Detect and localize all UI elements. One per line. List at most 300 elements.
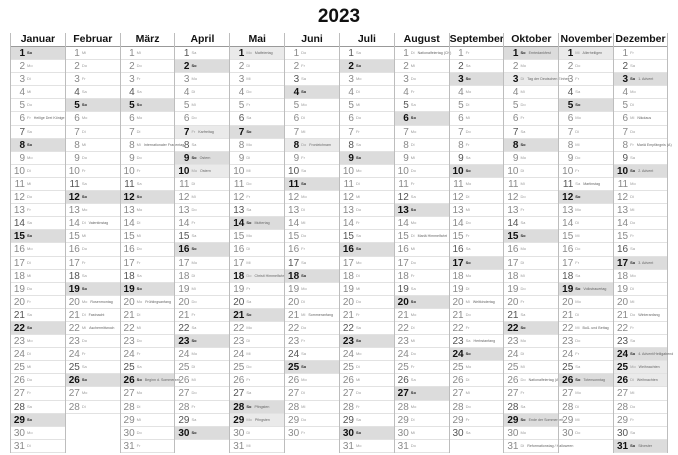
weekday-label: So (520, 141, 526, 147)
month-column (449, 33, 504, 453)
weekday-label: So (81, 377, 87, 383)
month-header: März (121, 33, 175, 47)
weekday-label: Di (27, 76, 31, 82)
weekday-label: Di (410, 50, 415, 55)
weekday-label: Di (81, 311, 86, 317)
holiday-note: Tag der Deutschen Einheit (527, 77, 570, 82)
day-cell (559, 243, 613, 256)
weekday-label: Do (465, 128, 471, 134)
day-cell (230, 47, 284, 60)
weekday-label: Mo (301, 285, 307, 291)
day-number: 27 (616, 388, 629, 400)
day-cell (66, 73, 120, 86)
day-number: 22 (123, 322, 135, 334)
weekday-label: Do (27, 377, 33, 383)
day-cell (340, 296, 394, 309)
weekday-label: Mo (136, 298, 143, 304)
day-number: 3 (458, 74, 464, 86)
day-number: 20 (562, 296, 574, 308)
day-cell (66, 178, 120, 191)
weekday-label: Fr (136, 76, 141, 82)
day-number: 12 (342, 192, 354, 204)
day-number: 2 (567, 61, 574, 73)
weekday-label: Do (410, 442, 416, 448)
holiday-note: Volkstrauertag (583, 286, 607, 291)
weekday-label: Fr (81, 76, 86, 82)
day-cell (395, 243, 449, 256)
weekday-label: Mi (410, 338, 416, 344)
day-number: 4 (238, 87, 245, 99)
holiday-note: Christi Himmelfahrt (254, 273, 285, 278)
day-number: 15 (562, 231, 574, 243)
weekday-label: So (575, 194, 581, 200)
empty-day-cell (559, 440, 613, 453)
weekday-label: Mo (355, 351, 362, 357)
day-number: 15 (616, 231, 629, 243)
day-number: 6 (129, 113, 135, 125)
day-cell (559, 361, 613, 374)
day-number: 10 (342, 165, 354, 177)
day-cell (340, 191, 394, 204)
day-cell (285, 257, 339, 270)
day-cell (230, 60, 284, 73)
day-cell (559, 230, 613, 243)
weekday-label: Do (465, 220, 471, 226)
day-number: 4 (183, 87, 190, 99)
weekday-label: Fr (246, 102, 251, 108)
day-cell (66, 47, 120, 60)
day-number: 17 (507, 257, 519, 269)
weekday-label: Mi (27, 89, 32, 95)
day-number: 9 (183, 152, 190, 164)
day-cell (559, 86, 613, 99)
day-number: 5 (293, 100, 300, 112)
day-number: 20 (288, 296, 300, 308)
day-cell (230, 374, 284, 387)
day-cell (11, 165, 65, 178)
weekday-label: So (575, 102, 581, 108)
holiday-note: 1. Advent (638, 77, 654, 82)
day-number: 10 (288, 165, 300, 177)
day-number: 8 (567, 139, 574, 151)
day-number: 25 (178, 362, 190, 374)
day-cell (504, 440, 574, 453)
day-number: 17 (233, 257, 245, 269)
holiday-note: Weihnachten (636, 378, 658, 383)
day-cell (559, 191, 613, 204)
weekday-label: Do (81, 63, 87, 69)
weekday-label: Di (246, 338, 251, 344)
weekday-label: Mo (575, 207, 581, 213)
day-cell (614, 257, 667, 270)
day-cell (285, 60, 339, 73)
day-cell (559, 178, 613, 191)
day-number: 30 (123, 427, 135, 439)
day-number: 20 (13, 296, 25, 308)
weekday-label: Mi (520, 364, 525, 370)
weekday-label: Mi (355, 377, 361, 383)
day-number: 31 (123, 440, 135, 452)
day-cell (66, 152, 120, 165)
weekday-label: Sa (301, 259, 307, 265)
day-number: 26 (233, 375, 245, 387)
weekday-label: Do (27, 102, 33, 108)
day-number: 13 (452, 205, 464, 217)
holiday-note: Ostern (200, 168, 211, 173)
day-number: 11 (233, 178, 245, 190)
weekday-label: Di (355, 89, 360, 95)
month-header: August (395, 33, 449, 47)
weekday-label: So (575, 377, 581, 383)
day-cell (285, 296, 339, 309)
day-cell (450, 73, 504, 86)
day-number: 5 (19, 100, 25, 112)
day-number: 12 (397, 192, 409, 204)
holiday-note: Pfingsten (254, 404, 270, 409)
day-cell (614, 374, 667, 387)
day-number: 9 (567, 152, 574, 164)
weekday-label: Sa (136, 364, 142, 370)
day-cell (340, 230, 394, 243)
day-number: 11 (288, 178, 300, 190)
day-cell (340, 112, 394, 125)
day-cell (121, 165, 175, 178)
month-column (284, 33, 339, 453)
day-number: 12 (233, 192, 245, 204)
weekday-label: So (465, 351, 471, 357)
day-number: 2 (293, 61, 300, 73)
weekday-label: So (191, 246, 197, 252)
day-cell (395, 204, 449, 217)
weekday-label: Mo (575, 298, 581, 304)
day-cell (11, 427, 65, 440)
day-number: 8 (512, 139, 519, 151)
weekday-label: Mi (575, 141, 580, 147)
day-cell (395, 178, 449, 191)
month-column (174, 33, 229, 453)
day-cell (11, 414, 65, 427)
day-cell (175, 217, 229, 230)
empty-day-cell (285, 440, 339, 453)
weekday-label: Di (191, 272, 196, 278)
day-cell (340, 73, 394, 86)
weekday-label: Di (410, 141, 415, 147)
day-number: 22 (616, 322, 629, 334)
day-cell (395, 73, 449, 86)
day-cell (66, 322, 120, 335)
weekday-label: Mi (81, 324, 87, 330)
weekday-label: Di (136, 128, 141, 134)
day-number: 29 (562, 414, 574, 426)
day-number: 31 (233, 440, 245, 452)
day-cell (230, 361, 284, 374)
day-number: 2 (512, 61, 519, 73)
weekday-label: Mi (27, 272, 32, 278)
day-cell (450, 257, 504, 270)
day-number: 5 (458, 100, 464, 112)
day-number: 22 (68, 322, 80, 334)
day-cell (504, 152, 558, 165)
day-cell (395, 191, 449, 204)
month-header: Juni (285, 33, 339, 47)
day-cell (504, 387, 558, 400)
day-number: 7 (567, 126, 574, 138)
day-cell (11, 86, 65, 99)
day-cell (11, 335, 65, 348)
weekday-label: Do (410, 167, 416, 173)
weekday-label: Do (301, 324, 307, 330)
weekday-label: Fr (191, 220, 196, 226)
day-number: 10 (616, 165, 629, 177)
weekday-label: Di (246, 63, 251, 69)
day-number: 27 (452, 388, 464, 400)
weekday-label: Sa (520, 128, 526, 134)
day-number: 29 (178, 414, 190, 426)
weekday-label: Fr (630, 141, 634, 147)
day-number: 26 (13, 375, 25, 387)
day-cell (450, 348, 504, 361)
day-number: 28 (233, 401, 245, 413)
weekday-label: Mi (246, 259, 251, 265)
day-number: 16 (178, 244, 190, 256)
day-number: 12 (562, 192, 574, 204)
day-number: 8 (293, 139, 300, 151)
day-cell (230, 165, 284, 178)
day-cell (121, 139, 185, 152)
weekday-label: Sa (27, 220, 32, 226)
day-cell (11, 60, 65, 73)
weekday-label: Mi (520, 180, 525, 186)
weekday-label: So (246, 403, 252, 409)
holiday-note: Silvester (638, 443, 653, 448)
day-cell (504, 361, 558, 374)
empty-day-cell (66, 427, 120, 440)
day-number: 25 (452, 362, 464, 374)
day-cell (504, 217, 558, 230)
holiday-note: Nationalfeiertag (CH) (417, 51, 452, 55)
day-cell (504, 191, 558, 204)
day-number: 24 (397, 349, 409, 361)
day-cell (285, 204, 339, 217)
weekday-label: Sa (191, 141, 197, 147)
day-cell (121, 99, 175, 112)
weekday-label: Di (301, 207, 305, 213)
day-cell (285, 217, 339, 230)
day-number: 19 (397, 283, 409, 295)
day-number: 31 (13, 440, 25, 452)
day-cell (504, 204, 558, 217)
day-number: 23 (68, 336, 80, 348)
day-number: 27 (233, 388, 245, 400)
weekday-label: Di (630, 285, 634, 291)
holiday-note: Maifeiertag (254, 51, 273, 55)
weekday-label: Fr (27, 390, 31, 396)
day-cell (504, 126, 558, 139)
day-cell (395, 126, 449, 139)
weekday-label: Fr (630, 50, 634, 55)
day-cell (340, 322, 394, 335)
day-number: 1 (19, 48, 25, 59)
weekday-label: Mi (410, 246, 416, 252)
day-number: 15 (342, 231, 354, 243)
day-cell (450, 191, 504, 204)
weekday-label: Mo (27, 429, 33, 435)
day-number: 14 (507, 218, 519, 230)
weekday-label: So (246, 128, 252, 134)
day-number: 20 (616, 296, 629, 308)
day-number: 10 (397, 165, 409, 177)
weekday-label: Do (191, 298, 197, 304)
day-cell (559, 217, 613, 230)
weekday-label: Sa (355, 416, 361, 422)
weekday-label: Do (246, 180, 252, 186)
day-number: 24 (507, 349, 519, 361)
day-cell (559, 335, 613, 348)
day-cell (395, 139, 449, 152)
day-number: 30 (288, 427, 300, 439)
weekday-label: Mo (81, 390, 88, 396)
day-cell (559, 152, 613, 165)
calendar-grid (10, 33, 674, 453)
weekday-label: Di (355, 364, 360, 370)
weekday-label: Sa (355, 324, 361, 330)
holiday-note: Winteranfang (638, 312, 660, 317)
day-number: 12 (452, 192, 464, 204)
weekday-label: Mi (246, 76, 251, 82)
day-number: 15 (397, 231, 409, 243)
day-cell (285, 335, 339, 348)
weekday-label: Mo (246, 141, 252, 147)
weekday-label: Do (301, 233, 307, 239)
day-cell (395, 296, 449, 309)
day-cell (395, 414, 449, 427)
weekday-label: Di (355, 180, 360, 186)
day-number: 2 (403, 61, 409, 73)
weekday-label: Do (191, 390, 197, 396)
day-cell (230, 243, 284, 256)
day-number: 30 (397, 427, 409, 439)
day-cell (175, 99, 229, 112)
month-header: Oktober (504, 33, 558, 47)
day-number: 26 (288, 375, 300, 387)
weekday-label: Mi (81, 141, 87, 147)
month-column (394, 33, 452, 453)
day-cell (11, 191, 65, 204)
day-cell (614, 99, 667, 112)
weekday-label: Fr (520, 298, 525, 304)
day-cell (504, 401, 558, 414)
day-number: 26 (68, 375, 80, 387)
day-cell (504, 414, 564, 427)
day-cell (11, 126, 65, 139)
day-cell (340, 401, 394, 414)
day-cell (285, 99, 339, 112)
day-cell (121, 60, 175, 73)
day-number: 2 (622, 61, 629, 73)
day-cell (559, 99, 613, 112)
weekday-label: Mo (355, 442, 362, 448)
weekday-label: Mi (301, 220, 306, 226)
day-number: 11 (508, 178, 519, 190)
day-number: 15 (288, 231, 300, 243)
weekday-label: Mo (520, 63, 527, 69)
day-number: 7 (19, 126, 25, 138)
day-number: 8 (129, 139, 135, 151)
day-number: 16 (342, 244, 354, 256)
day-cell (66, 86, 120, 99)
weekday-label: Do (246, 89, 252, 95)
day-number: 5 (238, 100, 245, 112)
day-cell (614, 47, 667, 60)
day-number: 1 (458, 48, 464, 59)
day-cell (285, 387, 339, 400)
day-cell (230, 230, 284, 243)
day-cell (340, 99, 394, 112)
day-cell (11, 139, 65, 152)
weekday-label: Sa (27, 128, 32, 134)
day-number: 11 (14, 178, 25, 190)
weekday-label: Fr (136, 167, 141, 173)
day-cell (175, 139, 229, 152)
day-cell (230, 126, 284, 139)
day-number: 20 (342, 296, 354, 308)
day-cell (11, 204, 65, 217)
weekday-label: Do (520, 285, 526, 291)
day-number: 27 (13, 388, 25, 400)
day-cell (614, 230, 667, 243)
holiday-note: Pfingsten (254, 417, 270, 422)
day-cell (230, 322, 284, 335)
day-number: 4 (567, 87, 574, 99)
day-number: 4 (74, 87, 80, 99)
day-cell (66, 283, 120, 296)
empty-day-cell (66, 414, 120, 427)
weekday-label: Mi (355, 285, 361, 291)
day-cell (559, 427, 613, 440)
day-number: 17 (397, 257, 409, 269)
day-number: 7 (183, 126, 190, 138)
day-cell (66, 112, 120, 125)
day-number: 8 (74, 139, 80, 151)
day-cell (11, 374, 65, 387)
day-number: 11 (453, 178, 464, 190)
weekday-label: Do (410, 259, 416, 265)
day-number: 21 (342, 309, 354, 321)
day-number: 12 (123, 192, 135, 204)
weekday-label: Sa (246, 390, 252, 396)
weekday-label: Fr (136, 259, 141, 265)
day-number: 4 (348, 87, 354, 99)
day-cell (559, 387, 613, 400)
day-cell (121, 427, 175, 440)
day-cell (395, 47, 452, 60)
day-number: 8 (458, 139, 464, 151)
day-cell (504, 99, 558, 112)
weekday-label: Do (575, 63, 581, 69)
weekday-label: Fr (410, 180, 415, 186)
day-number: 11 (343, 178, 354, 190)
day-cell (11, 387, 65, 400)
day-cell (559, 139, 613, 152)
day-cell (450, 414, 504, 427)
day-cell (11, 322, 65, 335)
day-number: 21 (13, 309, 25, 321)
day-number: 28 (123, 401, 135, 413)
weekday-label: Do (520, 377, 526, 383)
day-number: 26 (178, 375, 190, 387)
day-cell (175, 361, 229, 374)
day-cell (614, 387, 667, 400)
